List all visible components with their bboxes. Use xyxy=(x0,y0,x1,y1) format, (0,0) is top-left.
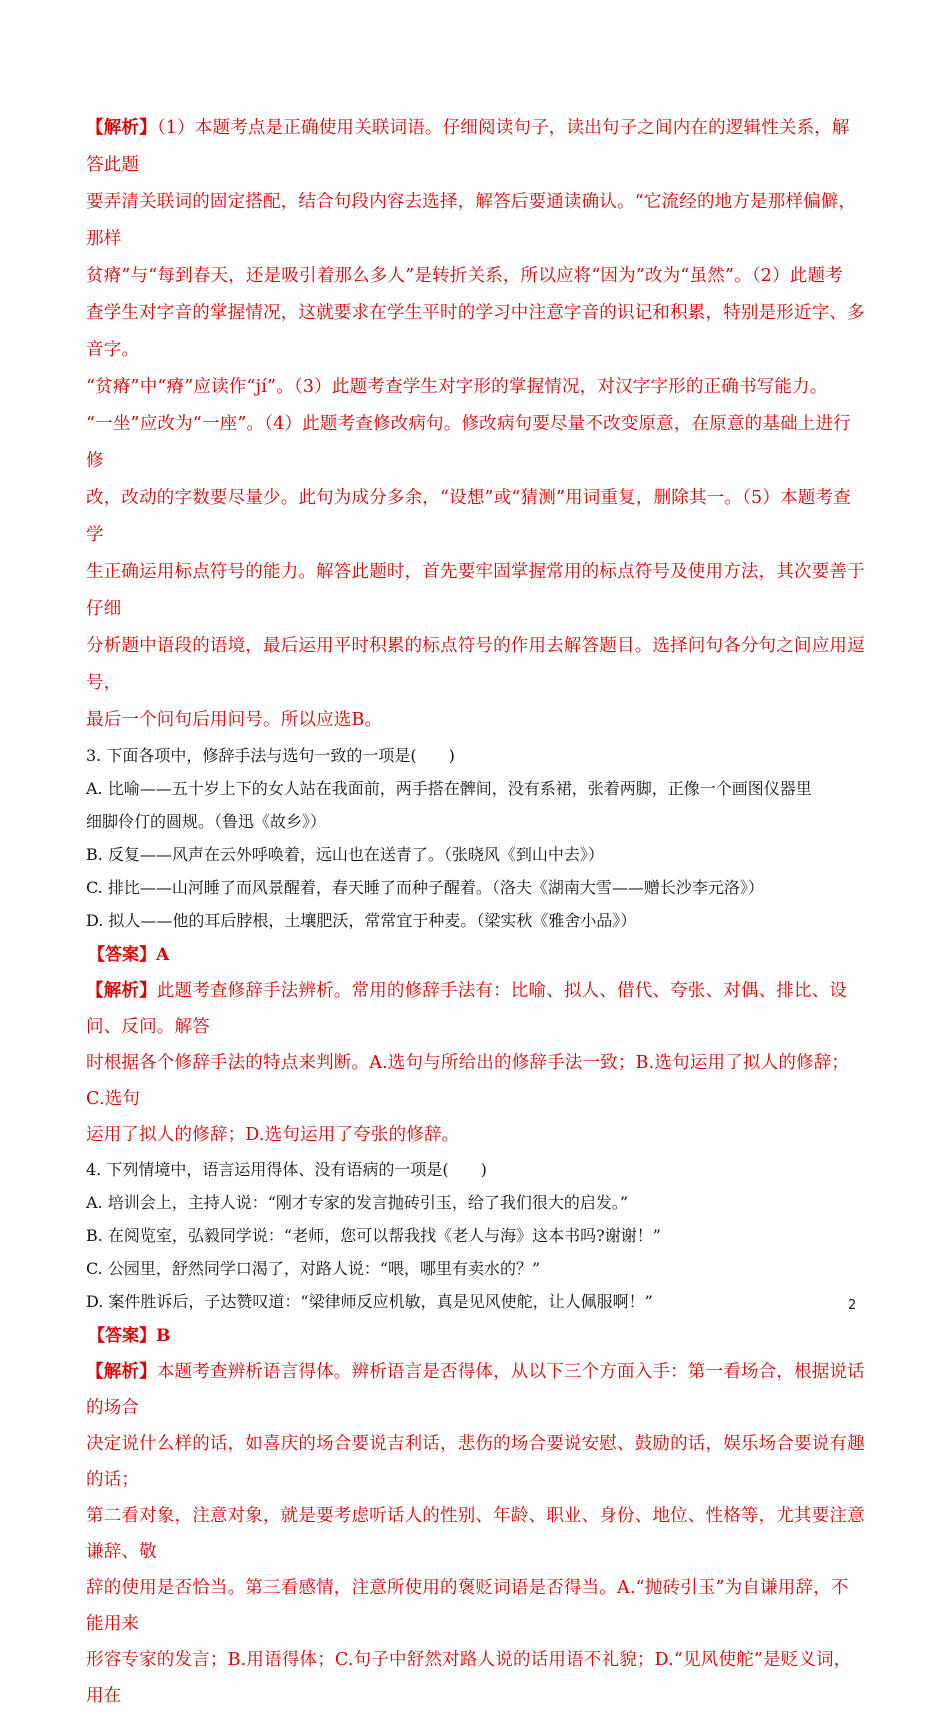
analysis-tag: 【解析】 xyxy=(86,118,157,138)
analysis-section-3 xyxy=(86,973,866,1153)
analysis-line: 时根据各个修辞手法的特点来判断。A.选句与所给出的修辞手法一致；B.选句运用了拟人的修辞；C.选句 xyxy=(86,1053,850,1109)
option-b: B. 在阅览室，弘毅同学说：“老师，您可以帮我找《老人与海》这本书吗?谢谢！” xyxy=(86,1226,661,1245)
option-b: B. 反复——风声在云外呼唤着，远山也在送青了。（张晓风《到山中去》） xyxy=(86,845,604,864)
analysis-line: 要弄清关联词的固定搭配，结合句段内容去选择，解答后要通读确认。“它流经的地方是那样偏僻，那样 xyxy=(86,192,857,249)
analysis-tag: 【解析】 xyxy=(86,981,157,1001)
answer-value: B xyxy=(156,1326,171,1346)
option-a: A. 培训会上，主持人说：“刚才专家的发言抛砖引玉，给了我们很大的启发。” xyxy=(86,1193,629,1212)
question-stem: 4. 下列情境中，语言运用得体、没有语病的一项是( ) xyxy=(86,1160,487,1179)
analysis-line xyxy=(86,110,866,184)
document-page xyxy=(86,110,866,1714)
analysis-text: 本题考查辨析语言得体。辨析语言是否得体，从以下三个方面入手：第一看场合，根据说话的场合 xyxy=(86,1362,865,1418)
analysis-line: 贫瘠”与“每到春天，还是吸引着那么多人”是转折关系，所以应将“因为”改为“虽然”。（2）此题考 xyxy=(86,266,843,286)
analysis-line: 查学生对字音的掌握情况，这就要求在学生平时的学习中注意字音的识记和积累，特别是形近字、多音字。 xyxy=(86,303,865,360)
analysis-line: 辞的使用是否恰当。第三看感情，注意所使用的褒贬词语是否得当。A.“抛砖引玉”为自谦用辞，不能用来 xyxy=(86,1578,849,1634)
answer-value: A xyxy=(156,945,170,965)
analysis-line: “贫瘠”中“瘠”应读作“jí”。（3）此题考查学生对字形的掌握情况，对汉字字形的正确书写能力。 xyxy=(86,377,828,397)
analysis-tag: 【解析】 xyxy=(86,1362,157,1382)
analysis-section-1 xyxy=(86,110,866,739)
question-stem: 3. 下面各项中，修辞手法与选句一致的一项是( ) xyxy=(86,746,455,765)
analysis-line xyxy=(86,973,866,1045)
option-d: D. 拟人——他的耳后脖根，土壤肥沃，常常宜于种麦。（梁实秋《雅舍小品》） xyxy=(86,911,637,930)
analysis-line: 改，改动的字数要尽量少。此句为成分多余，“设想”或“猜测”用词重复，删除其一。（5）本题考查学 xyxy=(86,488,851,545)
option-d: D. 案件胜诉后，子达赞叹道：“梁律师反应机敏，真是见风使舵，让人佩服啊！” xyxy=(86,1292,653,1311)
analysis-line: 形容专家的发言；B.用语得体；C.句子中舒然对路人说的话用语不礼貌；D.“见风使舵”是贬义词，用在 xyxy=(86,1650,852,1706)
analysis-line xyxy=(86,1354,866,1426)
page-number: 2 xyxy=(848,1298,857,1313)
answer-label: 【答案】 xyxy=(88,945,156,965)
question-4 xyxy=(86,1153,866,1318)
option-c: C. 排比——山河睡了而风景醒着，春天睡了而种子醒着。（洛夫《湖南大雪——赠长沙李元洛》） xyxy=(86,878,764,897)
option-c: C. 公园里，舒然同学口渴了，对路人说：“喂，哪里有卖水的？” xyxy=(86,1259,541,1278)
analysis-line: 运用了拟人的修辞；D.选句运用了夸张的修辞。 xyxy=(86,1125,460,1145)
question-3 xyxy=(86,739,866,937)
answer-4 xyxy=(86,1318,866,1354)
analysis-line: 生正确运用标点符号的能力。解答此题时，首先要牢固掌握常用的标点符号及使用方法，其次要善于仔细 xyxy=(86,562,865,619)
option-a: A. 比喻——五十岁上下的女人站在我面前，两手搭在髀间，没有系裙，张着两脚，正像一个画图仪器里 xyxy=(86,779,812,798)
answer-label: 【答案】 xyxy=(88,1326,156,1346)
option-a-cont: 细脚伶仃的圆规。（鲁迅《故乡》） xyxy=(86,812,327,831)
answer-3 xyxy=(86,937,866,973)
analysis-line: 分析题中语段的语境，最后运用平时积累的标点符号的作用去解答题目。选择问句各分句之间应用逗号， xyxy=(86,636,865,693)
analysis-line: 最后一个问句后用问号。所以应选B。 xyxy=(86,710,383,730)
analysis-line: 第二看对象，注意对象，就是要考虑听话人的性别、年龄、职业、身份、地位、性格等，尤其要注意谦辞、敬 xyxy=(86,1506,865,1562)
analysis-line: 决定说什么样的话，如喜庆的场合要说吉利话，悲伤的场合要说安慰、鼓励的话，娱乐场合要说有趣的话； xyxy=(86,1434,865,1490)
analysis-line: “一坐”应改为“一座”。（4）此题考查修改病句。修改病句要尽量不改变原意，在原意的基础上进行修 xyxy=(86,414,851,471)
analysis-section-4 xyxy=(86,1354,866,1714)
analysis-text: 此题考查修辞手法辨析。常用的修辞手法有：比喻、拟人、借代、夸张、对偶、排比、设问、反问。解答 xyxy=(86,981,848,1037)
analysis-text: （1）本题考点是正确使用关联词语。仔细阅读句子，读出句子之间内在的逻辑性关系，解答此题 xyxy=(86,118,850,175)
